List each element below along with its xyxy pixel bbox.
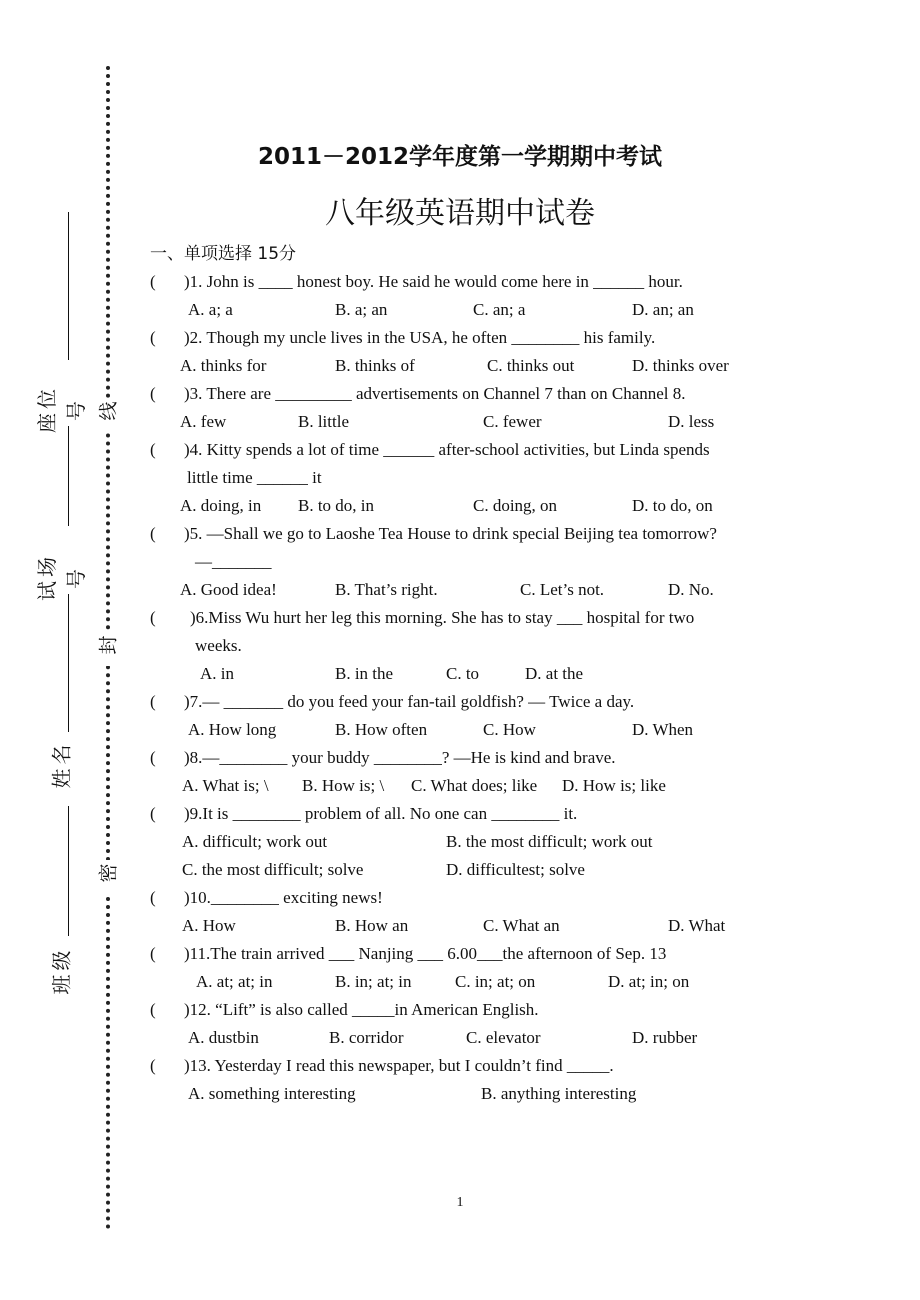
question-stem: )1. John is ____ honest boy. He said he would come here in ______ hour.: [184, 272, 683, 291]
question-7: [150, 688, 790, 716]
option-c: C. fewer: [483, 412, 542, 431]
answer-paren[interactable]: (: [150, 944, 156, 963]
option-d: D. to do, on: [632, 496, 713, 515]
options-row: [150, 968, 790, 996]
option-c: C. the most difficult; solve: [182, 860, 364, 879]
class-field[interactable]: [30, 806, 90, 995]
option-b: B. to do, in: [298, 496, 375, 515]
option-d: D. rubber: [632, 1028, 698, 1047]
question-10: [150, 884, 790, 912]
question-section: [150, 240, 790, 1108]
option-a: A. thinks for: [180, 356, 267, 375]
exam-title: 2011－2012学年度第一学期期中考试: [257, 144, 663, 170]
question-stem: )6.Miss Wu hurt her leg this morning. She has to stay ___ hospital for two: [190, 608, 695, 627]
option-b: B. thinks of: [335, 356, 415, 375]
option-b: B. the most difficult; work out: [446, 832, 653, 851]
option-a: A. doing, in: [180, 496, 262, 515]
question-stem-cont: —_______: [195, 552, 272, 571]
options-row: [150, 492, 790, 520]
question-2: [150, 324, 790, 352]
option-b: B. a; an: [335, 300, 388, 319]
options-row: [150, 1024, 790, 1052]
question-stem: )5. —Shall we go to Laoshe Tea House to drink special Beijing tea tomorrow?: [184, 524, 717, 543]
page-number: 1: [456, 1195, 464, 1210]
options-row: [150, 856, 790, 884]
option-c: C. Let’s not.: [520, 580, 605, 599]
question-continuation: [150, 464, 790, 492]
question-continuation: [150, 632, 790, 660]
class-label: 班级: [49, 946, 74, 995]
option-a: A. What is; \: [182, 776, 269, 795]
answer-paren[interactable]: (: [150, 272, 156, 291]
option-b: B. anything interesting: [481, 1084, 637, 1103]
question-12: [150, 996, 790, 1024]
answer-paren[interactable]: (: [150, 692, 156, 711]
options-row: [150, 772, 790, 800]
answer-paren[interactable]: (: [150, 804, 156, 823]
option-c: C. in; at; on: [455, 972, 536, 991]
option-a: A. difficult; work out: [182, 832, 328, 851]
option-a: A. How long: [188, 720, 277, 739]
name-line: [68, 594, 69, 732]
answer-paren[interactable]: (: [150, 608, 156, 627]
answer-paren[interactable]: (: [150, 888, 156, 907]
option-b: B. in; at; in: [335, 972, 412, 991]
option-d: D. difficultest; solve: [446, 860, 585, 879]
question-continuation: [150, 548, 790, 576]
binding-mark-seal: 封: [96, 632, 122, 666]
options-row: [150, 352, 790, 380]
option-d: D. No.: [668, 580, 714, 599]
option-b: B. That’s right.: [335, 580, 438, 599]
option-c: C. elevator: [466, 1028, 541, 1047]
option-c: C. doing, on: [473, 496, 558, 515]
question-6: [150, 604, 790, 632]
option-d: D. at the: [525, 664, 584, 683]
question-stem: )10.________ exciting news!: [184, 888, 383, 907]
question-stem: )12. “Lift” is also called _____in American English.: [184, 1000, 539, 1019]
exam-room-field[interactable]: [30, 426, 90, 601]
question-stem: )11.The train arrived ___ Nanjing ___ 6.00___the afternoon of Sep. 13: [184, 944, 667, 963]
options-row: [150, 660, 790, 688]
option-a: A. at; at; in: [196, 972, 273, 991]
question-stem: )8.—________ your buddy ________? —He is kind and brave.: [184, 748, 616, 767]
option-a: A. few: [180, 412, 227, 431]
options-row: [150, 296, 790, 324]
option-d: D. When: [632, 720, 694, 739]
exam-room-label: 试场号: [35, 553, 88, 601]
option-c: C. an; a: [473, 300, 526, 319]
option-d: D. What: [668, 916, 726, 935]
question-stem: )9.It is ________ problem of all. No one can ________ it.: [184, 804, 578, 823]
options-row: [150, 716, 790, 744]
option-b: B. little: [298, 412, 349, 431]
binding-mark-line: 线: [96, 398, 122, 432]
seat-number-field[interactable]: [30, 212, 90, 433]
question-5: [150, 520, 790, 548]
question-stem-cont: little time ______ it: [187, 468, 322, 487]
question-stem: )7.— _______ do you feed your fan-tail goldfish? — Twice a day.: [184, 692, 635, 711]
class-line: [68, 806, 69, 936]
option-b: B. corridor: [329, 1028, 404, 1047]
question-stem-cont: weeks.: [195, 636, 242, 655]
option-d: D. thinks over: [632, 356, 729, 375]
question-8: [150, 744, 790, 772]
options-row: [150, 576, 790, 604]
option-c: C. How: [483, 720, 536, 739]
option-c: C. What an: [483, 916, 560, 935]
section-heading: 一、单项选择 15分: [150, 244, 297, 264]
options-row: [150, 912, 790, 940]
answer-paren[interactable]: (: [150, 1056, 156, 1075]
answer-paren[interactable]: (: [150, 1000, 156, 1019]
option-c: C. to: [446, 664, 480, 683]
option-b: B. How often: [335, 720, 428, 739]
option-a: A. a; a: [188, 300, 233, 319]
question-stem: )13. Yesterday I read this newspaper, but I couldn’t find _____.: [184, 1056, 614, 1075]
question-3: [150, 380, 790, 408]
option-b: B. How an: [335, 916, 409, 935]
answer-paren[interactable]: (: [150, 524, 156, 543]
options-row: [150, 408, 790, 436]
options-row: [150, 828, 790, 856]
binding-mark-secret: 密: [96, 860, 122, 894]
question-1: [150, 268, 790, 296]
question-4: [150, 436, 790, 464]
name-label: 姓名: [49, 740, 74, 789]
question-11: [150, 940, 790, 968]
option-c: C. thinks out: [487, 356, 575, 375]
option-d: D. at; in; on: [608, 972, 690, 991]
answer-paren[interactable]: (: [150, 328, 156, 347]
option-a: A. in: [200, 664, 234, 683]
question-stem: )3. There are _________ advertisements on Channel 7 than on Channel 8.: [184, 384, 686, 403]
option-b: B. How is; \: [302, 776, 385, 795]
answer-paren[interactable]: (: [150, 440, 156, 459]
exam-subtitle: 八年级英语期中试卷: [325, 196, 595, 231]
option-a: A. How: [182, 916, 236, 935]
question-13: [150, 1052, 790, 1080]
option-d: D. an; an: [632, 300, 694, 319]
name-field[interactable]: [30, 594, 90, 789]
option-d: D. less: [668, 412, 715, 431]
option-d: D. How is; like: [562, 776, 666, 795]
question-stem: )2. Though my uncle lives in the USA, he often ________ his family.: [184, 328, 656, 347]
options-row: [150, 1080, 790, 1108]
exam-room-line: [68, 426, 69, 526]
question-9: [150, 800, 790, 828]
option-a: A. something interesting: [188, 1084, 356, 1103]
answer-paren[interactable]: (: [150, 384, 156, 403]
seat-number-label: 座位号: [35, 385, 88, 433]
option-b: B. in the: [335, 664, 394, 683]
option-a: A. Good idea!: [180, 580, 277, 599]
answer-paren[interactable]: (: [150, 748, 156, 767]
question-stem: )4. Kitty spends a lot of time ______ after-school activities, but Linda spends: [184, 440, 710, 459]
option-a: A. dustbin: [188, 1028, 259, 1047]
seat-number-line: [68, 212, 69, 360]
option-c: C. What does; like: [411, 776, 538, 795]
